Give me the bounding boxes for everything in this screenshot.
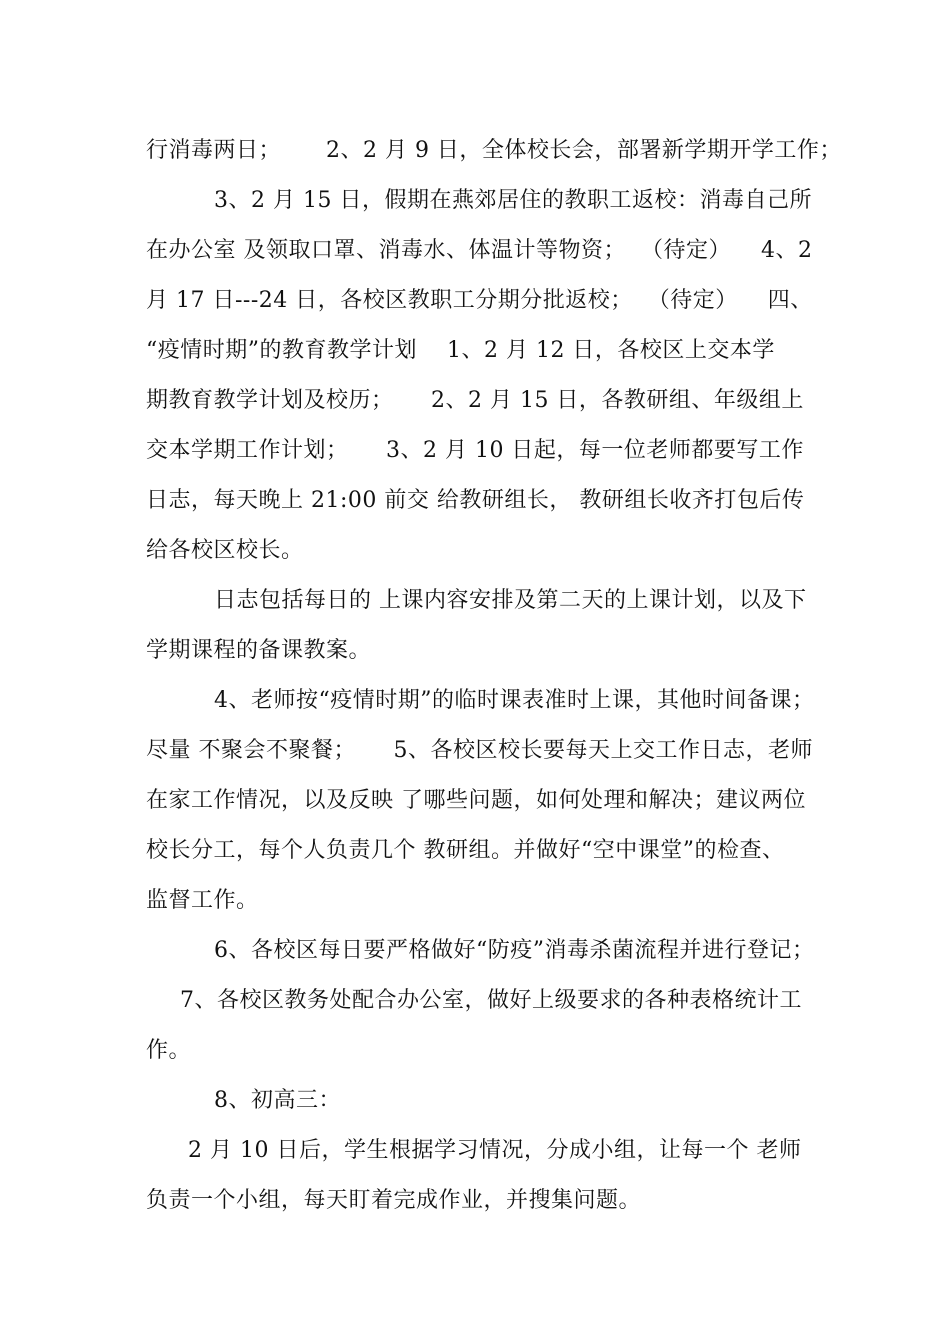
text-line: 4、老师按“疫情时期”的临时课表准时上课，其他时间备课； [214,688,815,713]
text-line: 校长分工，每个人负责几个 教研组。并做好“空中课堂”的检查、 [146,838,785,863]
text-line: 学期课程的备课教案。 [146,638,372,663]
text-line: 日志，每天晚上 21:00 前交 给教研组长， 教研组长收齐打包后传 [146,488,805,513]
text-line: 在家工作情况，以及反映 了哪些问题，如何处理和解决；建议两位 [146,788,806,813]
text-line: 尽量 不聚会不聚餐； 5、各校区校长要每天上交工作日志，老师 [146,738,813,763]
text-line: 监督工作。 [146,888,259,913]
text-line: 在办公室 及领取口罩、消毒水、体温计等物资； （待定） 4、2 [146,238,813,263]
text-line: 行消毒两日； 2、2 月 9 日，全体校长会，部署新学期开学工作； [146,138,842,163]
text-line: 月 17 日---24 日，各校区教职工分期分批返校； （待定） 四、 [146,288,813,313]
text-line: 7、各校区教务处配合办公室，做好上级要求的各种表格统计工 [180,988,802,1013]
text-line: 8、初高三： [214,1088,341,1113]
text-line: 6、各校区每日要严格做好“防疫”消毒杀菌流程并进行登记； [214,938,815,963]
text-line: 给各校区校长。 [146,538,304,563]
text-line: 2 月 10 日后，学生根据学习情况，分成小组，让每一个 老师 [188,1138,802,1163]
text-line: 期教育教学计划及校历； 2、2 月 15 日，各教研组、年级组上 [146,388,804,413]
text-line: 作。 [146,1038,192,1063]
text-line: 3、2 月 15 日，假期在燕郊居住的教职工返校：消毒自己所 [214,188,812,213]
text-line: 负责一个小组，每天盯着完成作业，并搜集问题。 [146,1188,642,1213]
text-line: 交本学期工作计划； 3、2 月 10 日起，每一位老师都要写工作 [146,438,804,463]
text-line: “疫情时期”的教育教学计划 1、2 月 12 日，各校区上交本学 [146,338,775,363]
text-line: 日志包括每日的 上课内容安排及第二天的上课计划，以及下 [214,588,807,613]
